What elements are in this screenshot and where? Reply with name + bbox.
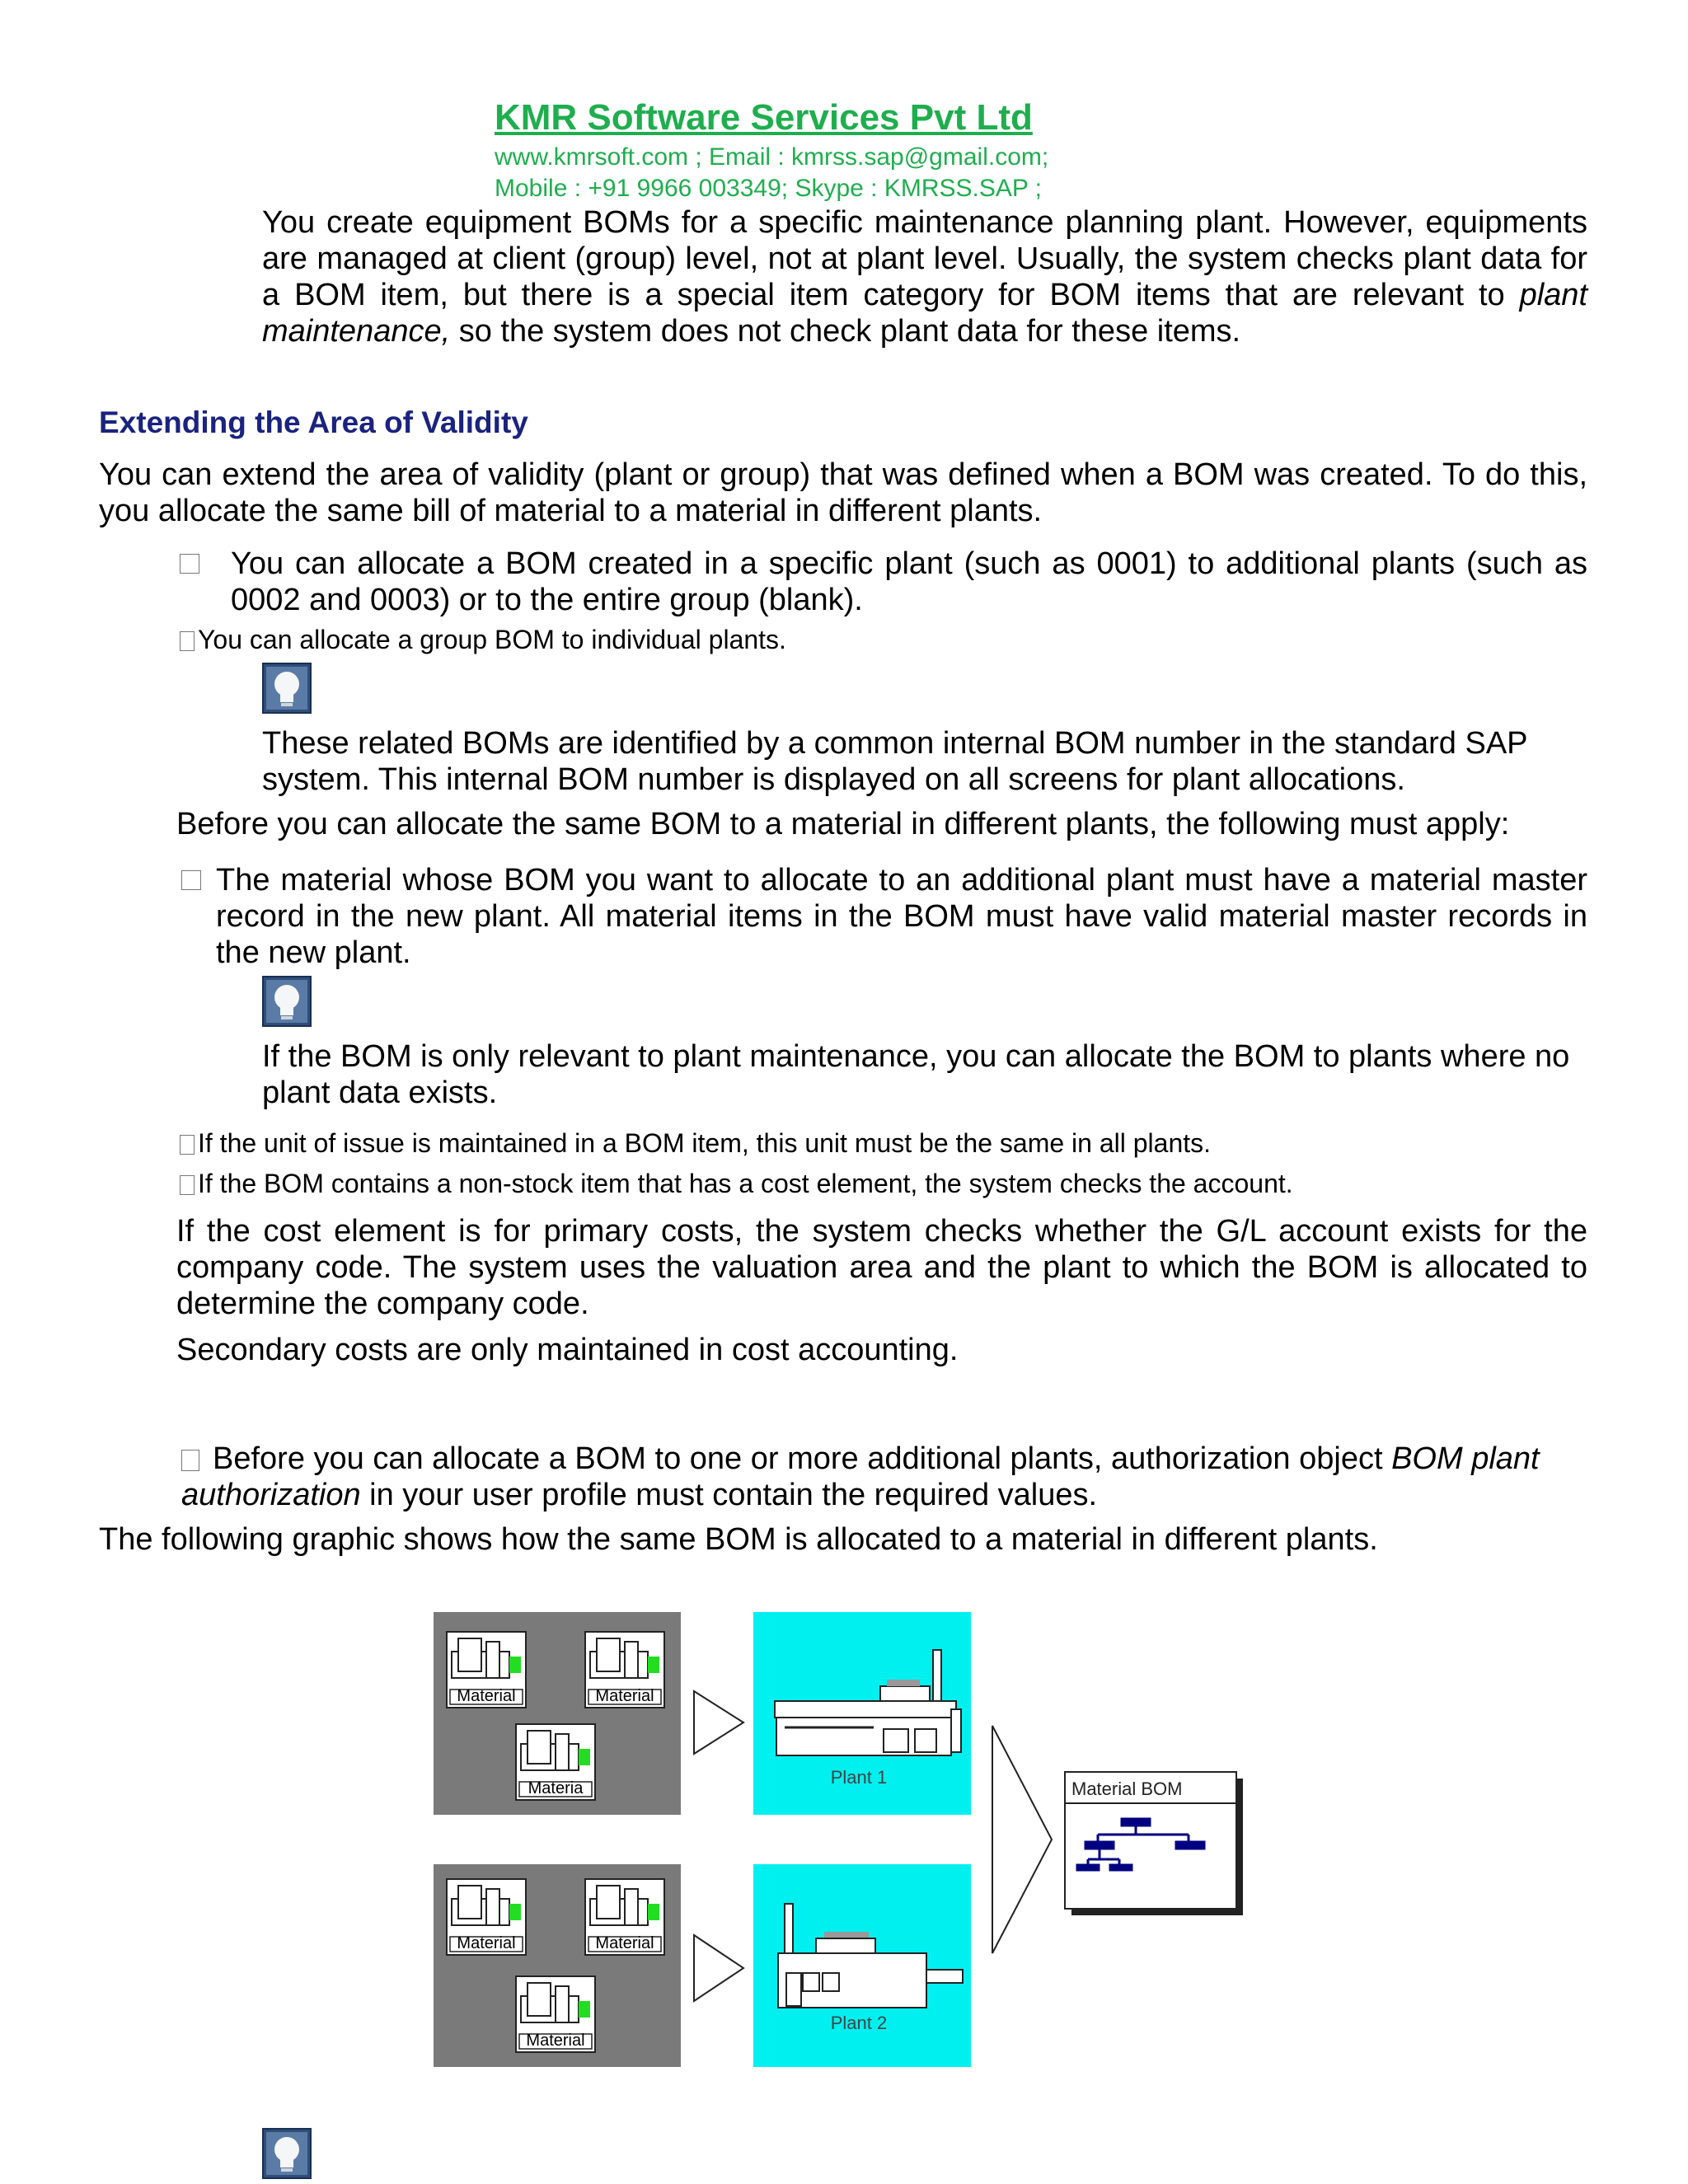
bom-allocation-figure [429,1607,1253,2077]
intro-emphasis: plant maintenance, [262,278,1587,349]
material-label: Material [595,1934,654,1952]
material-icon [516,1976,595,2052]
company-title[interactable]: KMR Software Services Pvt Ltd [495,97,1033,138]
intro-text-before: You create equipment BOMs for a specific maintenance planning plant. However, equipments are managed at client (group) level, not at plant level. Usually, the system checks plant data for a BOM item, but there is a special item category for BOM items that are relevant to [262,205,1587,312]
web-email-line: www.kmrsoft.com ; Email : kmrss.sap@gmail.com; [495,143,1049,171]
arrow-icon [694,1935,743,2001]
bullet-authorization-text-after: in your user profile must contain the required values. [360,1478,1098,1512]
bullet-group-bom-text: You can allocate a group BOM to individual plants. [198,625,786,654]
material-icon [447,1879,526,1955]
bullet-non-stock-text: If the BOM contains a non-stock item that has a cost element, the system checks the account. [198,1169,1293,1198]
bullet-marker [180,631,195,651]
intro-text-after: so the system does not check plant data for these items. [450,314,1241,349]
bullet-material-master-text: The material whose BOM you want to allocate to an additional plant must have a material master record in the new plant. All material items in the BOM must have valid material master records in the new plant. [216,863,1587,970]
note-internal-bom: These related BOMs are identified by a common internal BOM number in the standard SAP system. This internal BOM number is displayed on all screens for plant allocations. [262,726,1527,797]
bullet-unit-of-issue-text: If the unit of issue is maintained in a BOM item, this unit must be the same in all plants. [198,1128,1212,1158]
arrow-icon [992,1726,1052,1953]
lightbulb-icon [262,2128,312,2179]
material-bom-title: Material BOM [1071,1779,1183,1799]
bullet-marker [181,1450,199,1471]
bullet-group-bom [180,623,786,656]
paragraph-prerequisites: Before you can allocate the same BOM to a material in different plants, the following must apply: [176,807,1510,841]
material-icon [447,1632,526,1708]
bullet-material-master [216,862,1587,971]
bullet-marker [180,1135,195,1155]
note-plant-maintenance: If the BOM is only relevant to plant maintenance, you can allocate the BOM to plants where no plant data exists. [262,1039,1570,1110]
bullet-plant-allocation: You can allocate a BOM created in a specific plant (such as 0001) to additional plants (such as 0002 and 0003) or to the entire group (blank). [231,546,1587,617]
bullet-marker [180,554,199,574]
bullet-authorization-emphasis: BOM plant authorization [181,1441,1540,1512]
material-label: Material [457,1687,516,1705]
material-label: Material [595,1687,654,1705]
paragraph-area-validity: You can extend the area of validity (plant or group) that was defined when a BOM was created. To do this, you allocate the same bill of material to a material in different plants. [99,457,1587,528]
arrow-icon [694,1691,743,1754]
bullet-authorization [181,1441,1587,1513]
material-icon [585,1879,664,1955]
material-label: Materia [528,1779,584,1797]
material-icon [585,1632,664,1708]
section-heading: Extending the Area of Validity [99,405,528,439]
bullet-unit-of-issue [180,1127,1211,1160]
plant-2-label: Plant 2 [830,2013,888,2033]
paragraph-graphic-intro: The following graphic shows how the same BOM is allocated to a material in different plants. [99,1522,1378,1557]
material-icon [516,1724,595,1800]
bullet-non-stock [180,1167,1293,1200]
lightbulb-icon [262,663,312,714]
paragraph-primary-costs: If the cost element is for primary costs, the system checks whether the G/L account exists for the company code. The system uses the valuation area and the plant to which the BOM is allocated to determine the company code. [176,1214,1587,1321]
bullet-marker [180,1175,195,1195]
plant-1-label: Plant 1 [830,1767,888,1788]
bullet-authorization-text-before: Before you can allocate a BOM to one or more additional plants, authorization object [213,1441,1392,1476]
bullet-marker [181,870,201,890]
material-label: Material [457,1934,516,1952]
paragraph-secondary-costs: Secondary costs are only maintained in cost accounting. [176,1333,959,1367]
contact-line: Mobile : +91 9966 003349; Skype : KMRSS.SAP ; [495,175,1043,202]
intro-paragraph [262,204,1587,349]
material-label: Material [526,2032,585,2050]
lightbulb-icon [262,976,312,1027]
